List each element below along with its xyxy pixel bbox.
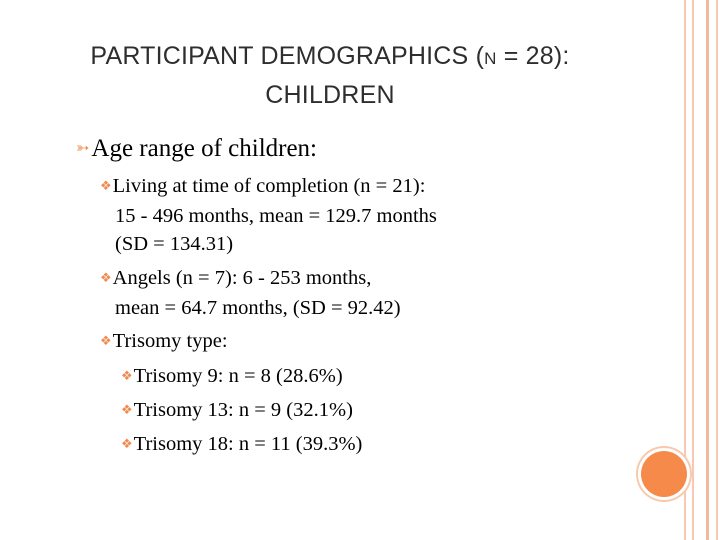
bullet-level2 <box>100 264 401 322</box>
diamond-bullet-icon: ❖ <box>121 402 133 417</box>
bullet-level1 <box>76 133 317 168</box>
diamond-bullet-icon: ❖ <box>100 333 112 348</box>
decorative-line <box>684 0 686 540</box>
title-line-1 <box>20 38 640 77</box>
title-text: PARTICIPANT DEMOGRAPHICS ( <box>90 42 485 70</box>
title-line-2: CHILDREN <box>265 81 395 109</box>
diamond-bullet-icon: ❖ <box>121 368 133 383</box>
bullet-level3 <box>121 396 353 426</box>
title-text-end: = 28): <box>496 42 570 70</box>
bullet-level3 <box>121 430 362 460</box>
bullet-text: Trisomy 18: n = 11 (39.3%) <box>133 433 363 455</box>
decorative-line <box>716 0 718 540</box>
decorative-circle <box>641 451 687 497</box>
bullet-level2 <box>100 172 437 258</box>
diamond-bullet-icon: ❖ <box>100 270 112 285</box>
arrow-bullet-icon: ➳ <box>76 140 90 157</box>
decorative-line <box>706 0 709 540</box>
bullet-text: Trisomy type: <box>112 330 228 352</box>
slide-title <box>20 38 640 114</box>
bullet-text-continued: 15 - 496 months, mean = 129.7 months <box>115 205 437 227</box>
bullet-text: Living at time of completion (n = 21): <box>112 175 426 197</box>
diamond-bullet-icon: ❖ <box>121 436 133 451</box>
bullet-text: Angels (n = 7): 6 - 253 months, <box>112 267 372 289</box>
bullet-text-continued: mean = 64.7 months, (SD = 92.42) <box>115 297 401 319</box>
bullet-text: Trisomy 9: n = 8 (28.6%) <box>133 365 343 387</box>
bullet-level3 <box>121 362 343 392</box>
bullet-level2 <box>100 327 228 357</box>
decorative-line <box>692 0 694 540</box>
bullet-text-continued: (SD = 134.31) <box>115 233 234 255</box>
bullet-text: Age range of children: <box>91 135 318 162</box>
title-small-caps: N <box>484 49 497 68</box>
diamond-bullet-icon: ❖ <box>100 178 112 193</box>
bullet-text: Trisomy 13: n = 9 (32.1%) <box>133 399 353 421</box>
